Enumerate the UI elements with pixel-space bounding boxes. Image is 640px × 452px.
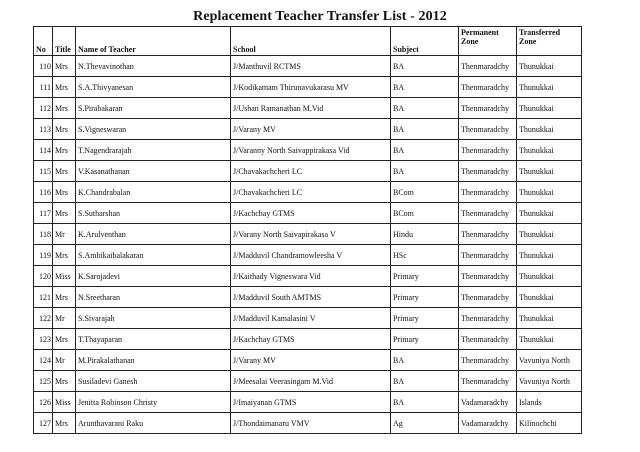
cell-transferred-zone: Thunukkai <box>517 329 582 350</box>
cell-transferred-zone: Islands <box>517 392 582 413</box>
transfer-table <box>33 26 582 434</box>
cell-title: Mrs <box>53 56 76 77</box>
table-row <box>34 350 582 371</box>
cell-transferred-zone: Vavuniya North <box>517 371 582 392</box>
table-body <box>34 56 582 434</box>
cell-no: 114 <box>34 140 53 161</box>
cell-teacher-name: S.Ambikaibalakaran <box>76 245 231 266</box>
cell-teacher-name: N.Thevavinothan <box>76 56 231 77</box>
cell-teacher-name: S.Sutharshan <box>76 203 231 224</box>
cell-permanent-zone: Vadamaradchy <box>459 392 517 413</box>
cell-school: J/Chavakachcheri LC <box>231 182 391 203</box>
cell-subject: BA <box>391 161 459 182</box>
cell-teacher-name: K.Chandrabalan <box>76 182 231 203</box>
cell-transferred-zone: Thunukkai <box>517 266 582 287</box>
table-header <box>34 27 582 56</box>
cell-no: 116 <box>34 182 53 203</box>
header-transferred-zone: Transferred Zone <box>517 27 582 56</box>
cell-teacher-name: Jenitta Robinson Christy <box>76 392 231 413</box>
cell-title: Miss <box>53 392 76 413</box>
table-row <box>34 161 582 182</box>
cell-school: J/Ushan Ramanathan M.Vid <box>231 98 391 119</box>
cell-school: J/Madduvil Kamalasini V <box>231 308 391 329</box>
cell-transferred-zone: Vavuniya North <box>517 350 582 371</box>
cell-school: J/Meesalai Veerasingam M.Vid <box>231 371 391 392</box>
cell-title: Mrs <box>53 98 76 119</box>
cell-school: J/Imaiyanan GTMS <box>231 392 391 413</box>
cell-permanent-zone: Thenmaradchy <box>459 203 517 224</box>
cell-school: J/Varany MV <box>231 119 391 140</box>
cell-no: 121 <box>34 287 53 308</box>
header-subject: Subject <box>391 27 459 56</box>
cell-transferred-zone: Thunukkai <box>517 140 582 161</box>
cell-subject: Primary <box>391 266 459 287</box>
cell-subject: BA <box>391 56 459 77</box>
cell-no: 115 <box>34 161 53 182</box>
cell-no: 119 <box>34 245 53 266</box>
cell-no: 110 <box>34 56 53 77</box>
cell-subject: BCom <box>391 203 459 224</box>
cell-permanent-zone: Thenmaradchy <box>459 56 517 77</box>
cell-school: J/Kachchay GTMS <box>231 329 391 350</box>
cell-title: Mrs <box>53 77 76 98</box>
header-school: School <box>231 27 391 56</box>
cell-school: J/Manthuvil RCTMS <box>231 56 391 77</box>
header-name: Name of Teacher <box>76 27 231 56</box>
cell-transferred-zone: Thunukkai <box>517 308 582 329</box>
cell-title: Mrs <box>53 140 76 161</box>
header-row <box>34 27 582 56</box>
cell-transferred-zone: Thunukkai <box>517 119 582 140</box>
cell-school: J/Kachchay GTMS <box>231 203 391 224</box>
table-row <box>34 140 582 161</box>
cell-subject: Hindu <box>391 224 459 245</box>
cell-permanent-zone: Thenmaradchy <box>459 350 517 371</box>
header-permanent-zone: Permanent Zone <box>459 27 517 56</box>
cell-transferred-zone: Thunukkai <box>517 203 582 224</box>
cell-no: 123 <box>34 329 53 350</box>
cell-permanent-zone: Thenmaradchy <box>459 371 517 392</box>
cell-title: Mrs <box>53 182 76 203</box>
cell-title: Mrs <box>53 203 76 224</box>
cell-permanent-zone: Thenmaradchy <box>459 329 517 350</box>
cell-no: 112 <box>34 98 53 119</box>
cell-teacher-name: S.Pirabakaran <box>76 98 231 119</box>
table-row <box>34 266 582 287</box>
cell-transferred-zone: Thunukkai <box>517 161 582 182</box>
cell-no: 125 <box>34 371 53 392</box>
table-row <box>34 287 582 308</box>
cell-title: Mr <box>53 224 76 245</box>
cell-permanent-zone: Thenmaradchy <box>459 98 517 119</box>
table-row <box>34 413 582 434</box>
cell-title: Mrs <box>53 119 76 140</box>
cell-transferred-zone: Thunukkai <box>517 224 582 245</box>
cell-no: 113 <box>34 119 53 140</box>
cell-teacher-name: S.Sivarajah <box>76 308 231 329</box>
cell-permanent-zone: Thenmaradchy <box>459 245 517 266</box>
cell-transferred-zone: Thunukkai <box>517 182 582 203</box>
cell-transferred-zone: Thunukkai <box>517 287 582 308</box>
cell-title: Mr <box>53 308 76 329</box>
cell-title: Mrs <box>53 413 76 434</box>
cell-permanent-zone: Thenmaradchy <box>459 77 517 98</box>
cell-transferred-zone: Kilinochchi <box>517 413 582 434</box>
cell-school: J/Kaithady Vigneswara Vid <box>231 266 391 287</box>
cell-teacher-name: T.Nagendrarajah <box>76 140 231 161</box>
cell-teacher-name: V.Kasanathanan <box>76 161 231 182</box>
cell-permanent-zone: Thenmaradchy <box>459 308 517 329</box>
cell-title: Mrs <box>53 371 76 392</box>
cell-teacher-name: S.A.Thivyanesan <box>76 77 231 98</box>
cell-teacher-name: M.Pirakalathanan <box>76 350 231 371</box>
cell-subject: BCom <box>391 182 459 203</box>
cell-title: Mrs <box>53 329 76 350</box>
cell-transferred-zone: Thunukkai <box>517 56 582 77</box>
cell-no: 127 <box>34 413 53 434</box>
cell-title: Mrs <box>53 161 76 182</box>
cell-subject: BA <box>391 371 459 392</box>
cell-permanent-zone: Thenmaradchy <box>459 161 517 182</box>
cell-permanent-zone: Thenmaradchy <box>459 140 517 161</box>
cell-subject: HSc <box>391 245 459 266</box>
cell-subject: BA <box>391 77 459 98</box>
cell-permanent-zone: Thenmaradchy <box>459 266 517 287</box>
cell-subject: Ag <box>391 413 459 434</box>
cell-subject: Primary <box>391 308 459 329</box>
cell-transferred-zone: Thunukkai <box>517 245 582 266</box>
cell-subject: BA <box>391 119 459 140</box>
cell-no: 117 <box>34 203 53 224</box>
cell-school: J/Chavakachcheri LC <box>231 161 391 182</box>
table-row <box>34 329 582 350</box>
table-row <box>34 371 582 392</box>
table-row <box>34 203 582 224</box>
table-row <box>34 98 582 119</box>
cell-school: J/Varanny North Saivappirakasa Vid <box>231 140 391 161</box>
table-row <box>34 245 582 266</box>
cell-teacher-name: N.Sreetharan <box>76 287 231 308</box>
cell-teacher-name: Arunthavarani Raku <box>76 413 231 434</box>
cell-title: Mrs <box>53 245 76 266</box>
cell-subject: Primary <box>391 287 459 308</box>
cell-no: 126 <box>34 392 53 413</box>
cell-subject: BA <box>391 350 459 371</box>
cell-school: J/Varany North Saivapirakasa V <box>231 224 391 245</box>
cell-subject: BA <box>391 140 459 161</box>
cell-teacher-name: T.Thayaparan <box>76 329 231 350</box>
table-row <box>34 308 582 329</box>
cell-school: J/Thondaimanaru VMV <box>231 413 391 434</box>
cell-subject: Primary <box>391 329 459 350</box>
cell-teacher-name: S.Vigneswaran <box>76 119 231 140</box>
cell-subject: BA <box>391 98 459 119</box>
cell-no: 120 <box>34 266 53 287</box>
cell-school: J/Varany MV <box>231 350 391 371</box>
cell-title: Mrs <box>53 287 76 308</box>
cell-permanent-zone: Thenmaradchy <box>459 224 517 245</box>
cell-school: J/Kodikamam Thirunavukarasu MV <box>231 77 391 98</box>
cell-transferred-zone: Thunukkai <box>517 77 582 98</box>
cell-permanent-zone: Thenmaradchy <box>459 287 517 308</box>
cell-teacher-name: K.Sarojadevi <box>76 266 231 287</box>
cell-subject: BA <box>391 392 459 413</box>
table-row <box>34 119 582 140</box>
cell-school: J/Madduvil Chandramowleesha V <box>231 245 391 266</box>
cell-title: Mr <box>53 350 76 371</box>
page-title: Replacement Teacher Transfer List - 2012 <box>193 9 447 24</box>
header-no: No <box>34 27 53 56</box>
cell-no: 111 <box>34 77 53 98</box>
table-row <box>34 224 582 245</box>
cell-permanent-zone: Thenmaradchy <box>459 119 517 140</box>
cell-no: 122 <box>34 308 53 329</box>
cell-no: 124 <box>34 350 53 371</box>
cell-transferred-zone: Thunukkai <box>517 98 582 119</box>
cell-teacher-name: Susiladevi Ganesh <box>76 371 231 392</box>
cell-permanent-zone: Thenmaradchy <box>459 182 517 203</box>
table-row <box>34 77 582 98</box>
table-row <box>34 392 582 413</box>
cell-no: 118 <box>34 224 53 245</box>
cell-title: Miss <box>53 266 76 287</box>
cell-school: J/Madduvil South AMTMS <box>231 287 391 308</box>
header-title: Title <box>53 27 76 56</box>
table-row <box>34 56 582 77</box>
table-row <box>34 182 582 203</box>
cell-permanent-zone: Vadamaradchy <box>459 413 517 434</box>
cell-teacher-name: K.Arulventhan <box>76 224 231 245</box>
